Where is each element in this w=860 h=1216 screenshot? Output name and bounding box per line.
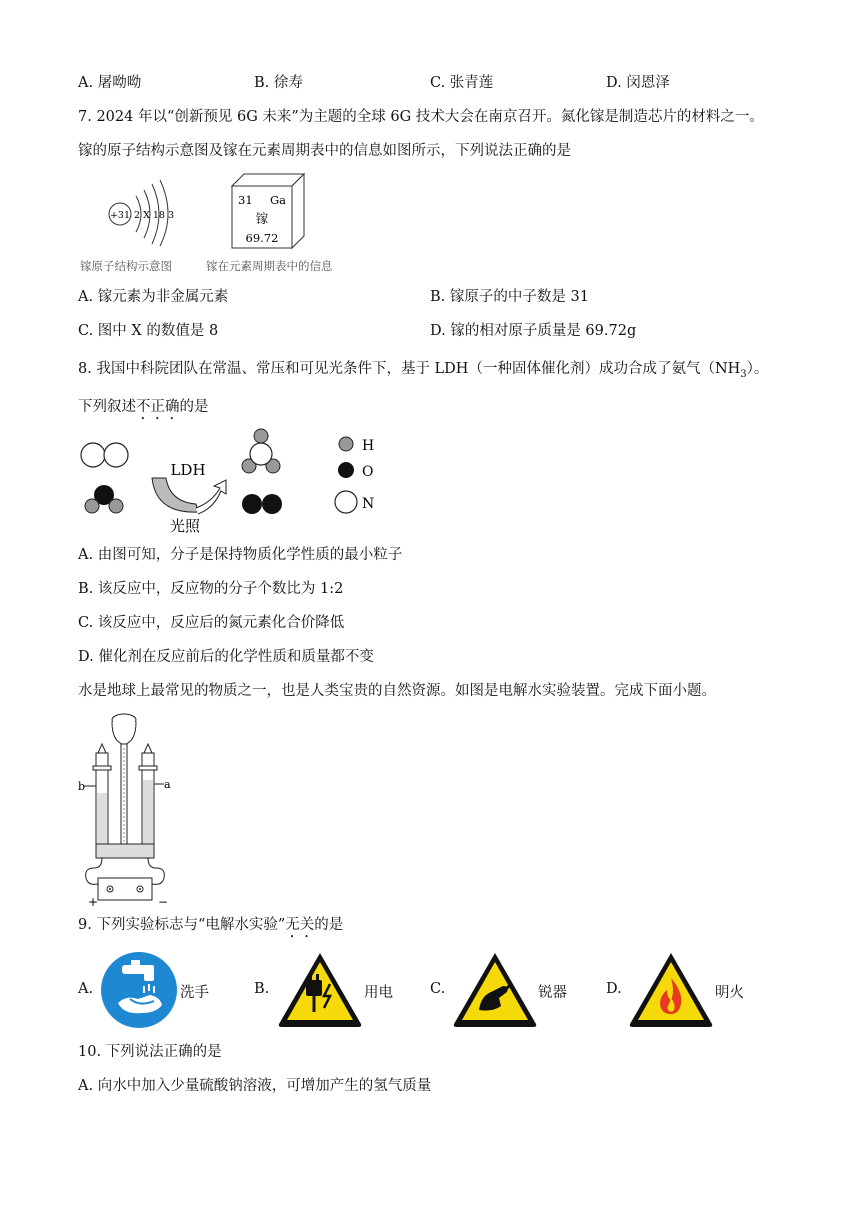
q9-option-c-letter: C. <box>430 981 446 997</box>
q9-option-d-letter: D. <box>606 981 622 997</box>
q9-option-a-label: 洗手 <box>180 985 209 1001</box>
condition-label: 光照 <box>169 517 201 535</box>
q8-stem-end: ）。 <box>746 361 769 377</box>
q8-stem-text: 8. 我国中科院团队在常温、常压和可见光条件下，基于 LDH（一种固体催化剂）成功合成了氨气（NH <box>78 361 741 377</box>
electricity-warning-sign-icon <box>276 950 364 1028</box>
q9-option-b-letter: B. <box>254 981 270 997</box>
q6-option-c: C. 张青莲 <box>430 75 494 91</box>
q10-option-a: A. 向水中加入少量硫酸钠溶液，可增加产生的氢气质量 <box>78 1078 432 1094</box>
q7-stem-line2: 镓的原子结构示意图及镓在元素周期表中的信息如图所示，下列说法正确的是 <box>78 143 571 159</box>
q7-stem-line1: 7. 2024 年以“创新预见 6G 未来”为主题的全球 6G 技术大会在南京召开。氮化镓是制造芯片的材料之一。 <box>78 109 764 125</box>
cell-atomic-mass: 69.72 <box>245 231 279 245</box>
q9-option-c-label: 锐器 <box>538 985 567 1001</box>
atom-caption: 镓原子结构示意图 <box>80 259 172 273</box>
atom-shells-label: 2 X 18 3 <box>134 210 174 221</box>
open-flame-warning-sign-icon <box>627 950 715 1028</box>
q9-stem-post: 的是 <box>314 917 344 933</box>
legend-h-swatch <box>339 437 353 451</box>
q9-option-b-label: 用电 <box>364 985 393 1001</box>
cell-atomic-number: 31 <box>238 193 253 207</box>
cell-symbol: Ga <box>269 193 286 207</box>
battery-plus: + <box>88 895 99 908</box>
q8-option-a: A. 由图可知，分子是保持物质化学性质的最小粒子 <box>78 547 403 563</box>
q7-option-b: B. 镓原子的中子数是 31 <box>430 289 589 305</box>
o2-molecule <box>242 494 262 514</box>
legend-h-label: H <box>362 438 375 454</box>
q8-stem-line2 <box>78 397 209 423</box>
legend-n-swatch <box>335 491 357 513</box>
legend-o-swatch <box>338 462 354 478</box>
legend-n-label: N <box>362 496 375 512</box>
q10-stem: 10. 下列说法正确的是 <box>78 1044 222 1060</box>
q8-option-b: B. 该反应中，反应物的分子个数比为 1:2 <box>78 581 344 597</box>
legend-o-label: O <box>362 464 374 480</box>
q9-stem-emphasis: 无关 <box>285 917 315 933</box>
wash-hands-sign-icon <box>100 951 178 1029</box>
q9-stem-pre: 9. 下列实验标志与“电解水实验” <box>78 917 286 933</box>
gallium-atom-structure-diagram <box>100 176 190 246</box>
cell-element-name: 镓 <box>255 211 269 226</box>
label-a: a <box>164 778 171 791</box>
q8-stem-line1 <box>78 359 768 385</box>
label-b: b <box>78 780 86 793</box>
reaction-diagram <box>76 428 396 538</box>
q8-stem-emphasis: 不正确 <box>136 399 180 415</box>
periodic-table-cell <box>224 172 310 252</box>
q7-option-c: C. 图中 X 的数值是 8 <box>78 323 219 339</box>
q6-option-d: D. 闵恩泽 <box>606 75 670 91</box>
q7-option-d: D. 镓的相对原子质量是 69.72g <box>430 323 637 339</box>
atom-nucleus-label: +31 <box>109 210 131 221</box>
battery-minus: − <box>158 895 169 908</box>
q7-option-a: A. 镓元素为非金属元素 <box>78 289 229 305</box>
q8-stem-post: 的是 <box>179 399 209 415</box>
q8-stem-subscript: 3 <box>740 368 747 380</box>
q8-option-d: D. 催化剂在反应前后的化学性质和质量都不变 <box>78 649 374 665</box>
passage-text: 水是地球上最常见的物质之一，也是人类宝贵的自然资源。如图是电解水实验装置。完成下面小题。 <box>78 683 716 699</box>
reaction-arrow <box>152 478 198 512</box>
q9-option-d-label: 明火 <box>715 985 744 1001</box>
q9-option-a-letter: A. <box>78 981 94 997</box>
q8-option-c: C. 该反应中，反应后的氮元素化合价降低 <box>78 615 345 631</box>
sharp-object-warning-sign-icon <box>451 950 539 1028</box>
q8-stem-pre: 下列叙述 <box>78 399 136 415</box>
nh3-molecule <box>254 429 268 443</box>
cell-caption: 镓在元素周期表中的信息 <box>206 259 333 273</box>
q9-stem <box>78 915 343 941</box>
n2-molecule <box>81 443 105 467</box>
q6-option-b: B. 徐寿 <box>254 75 303 91</box>
q6-option-a: A. 屠呦呦 <box>78 75 142 91</box>
electrolysis-apparatus <box>76 708 186 908</box>
catalyst-label: LDH <box>170 461 206 479</box>
